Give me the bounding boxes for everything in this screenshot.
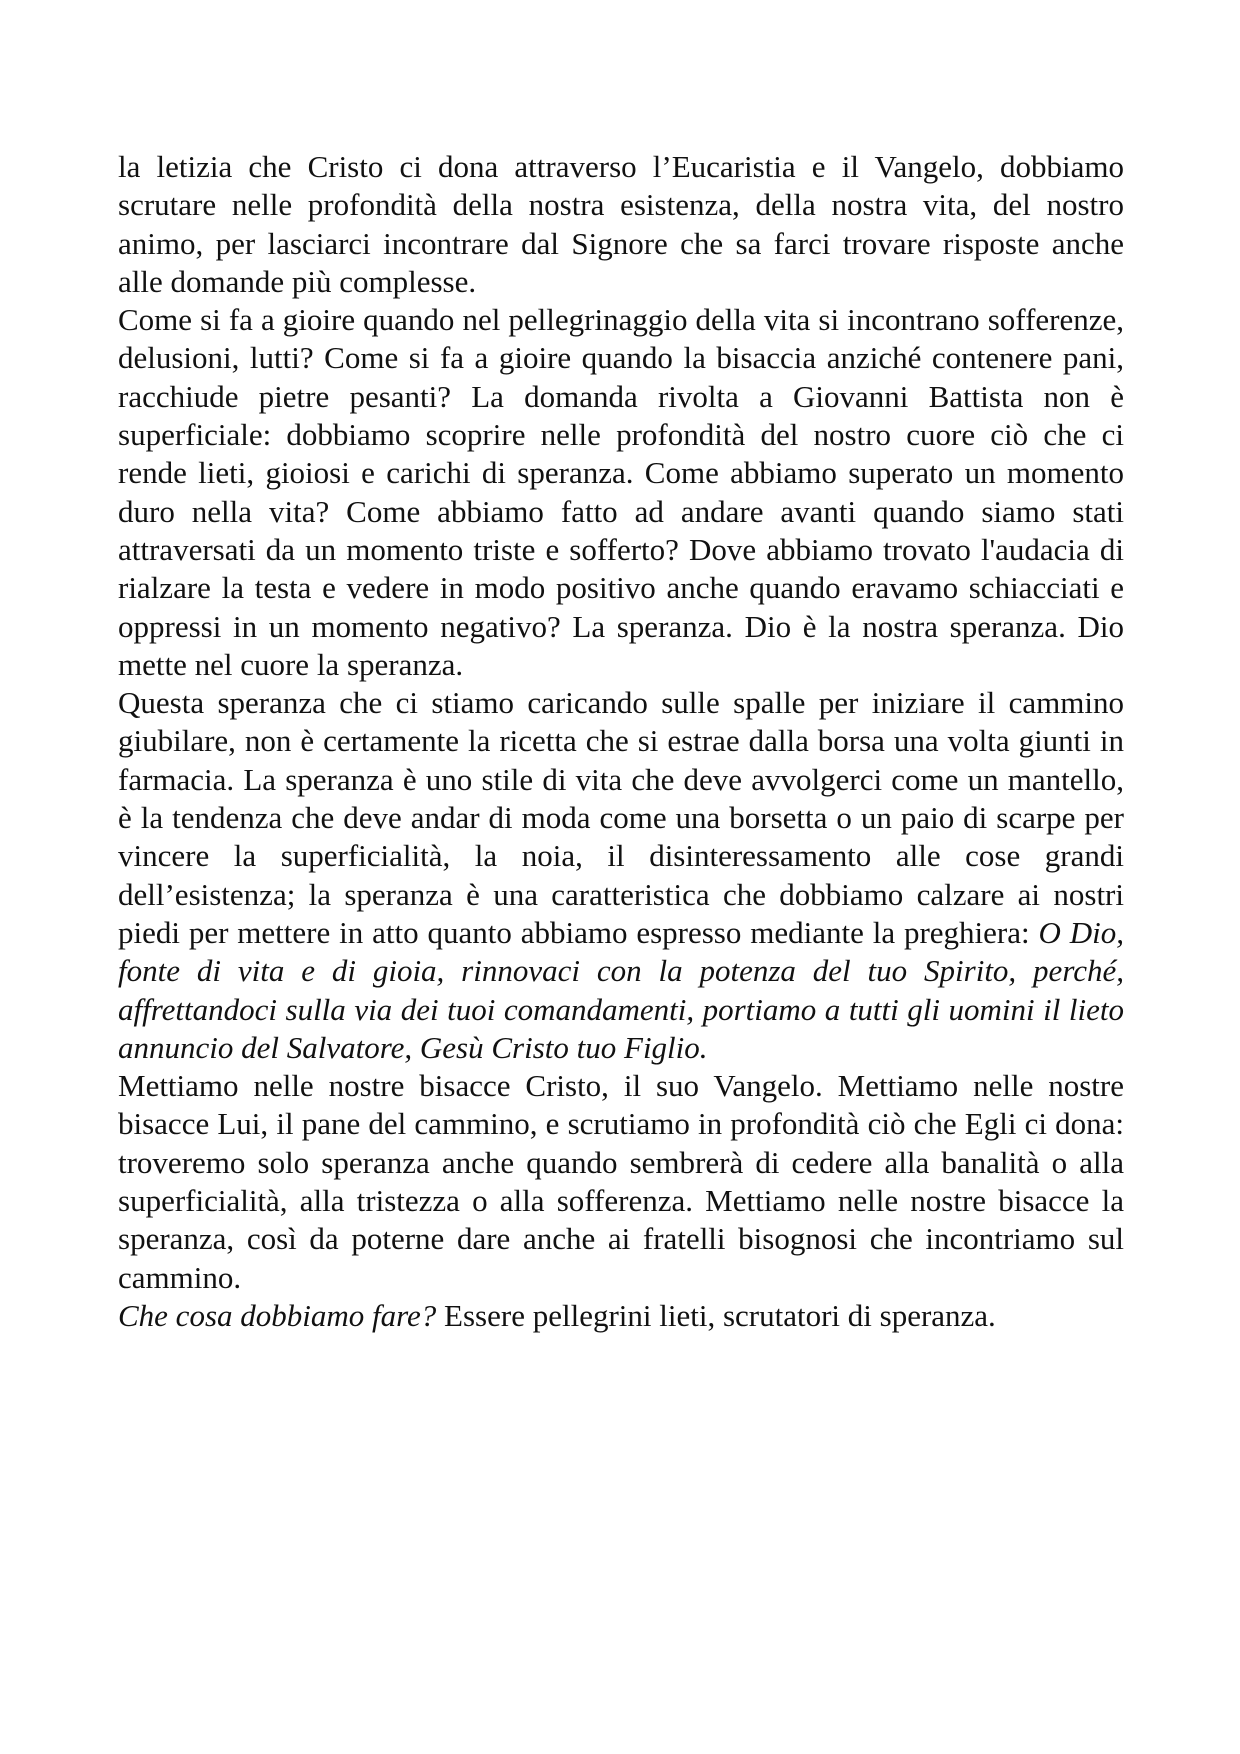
paragraph-4	[118, 1067, 1124, 1297]
paragraph-1	[118, 148, 1124, 301]
document-page	[118, 148, 1124, 1335]
paragraph-1-text: la letizia che Cristo ci dona attraverso l’Eucaristia e il Vangelo, dobbiamo scrutare nelle profondità della nostra esistenza, della nostra vita, del nostro animo, per lasciarci incontrare dal Signore che sa farci trovare risposte anche alle domande più complesse.	[118, 149, 1124, 299]
paragraph-4-text: Mettiamo nelle nostre bisacce Cristo, il suo Vangelo. Mettiamo nelle nostre bisacce Lui, il pane del cammino, e scrutiamo in profondità ciò che Egli ci dona: troveremo solo speranza anche quando sembrerà di cedere alla banalità o alla superficialità, alla tristezza o alla sofferenza. Mettiamo nelle nostre bisacce la speranza, così da poterne dare anche ai fratelli bisognosi che incontriamo sul cammino.	[118, 1068, 1124, 1295]
paragraph-3	[118, 684, 1124, 1067]
paragraph-2	[118, 301, 1124, 684]
paragraph-3-text: Questa speranza che ci stiamo caricando sulle spalle per iniziare il cammino giubilare, non è certamente la ricetta che si estrae dalla borsa una volta giunti in farmacia. La speranza è uno stile di vita che deve avvolgerci come un mantello, è la tendenza che deve andar di moda come una borsetta o un paio di scarpe per vincere la superficialità, la noia, il disinteressamento alle cose grandi dell’esistenza; la speranza è una caratteristica che dobbiamo calzare ai nostri piedi per mettere in atto quanto abbiamo espresso mediante la preghiera:	[118, 685, 1124, 950]
paragraph-5	[118, 1297, 1124, 1335]
closing-question: Che cosa dobbiamo fare?	[118, 1297, 437, 1333]
prayer-quote: O Dio, fonte di vita e di gioia, rinnovaci con la potenza del tuo Spirito, perché, affrettandoci sulla via dei tuoi comandamenti, portiamo a tutti gli uomini il lieto annuncio del Salvatore, Gesù Cristo tuo Figlio.	[118, 914, 1124, 1065]
paragraph-2-text: Come si fa a gioire quando nel pellegrinaggio della vita si incontrano sofferenze, delusioni, lutti? Come si fa a gioire quando la bisaccia anziché contenere pani, racchiude pietre pesanti? La domanda rivolta a Giovanni Battista non è superficiale: dobbiamo scoprire nelle profondità del nostro cuore ciò che ci rende lieti, gioiosi e carichi di speranza. Come abbiamo superato un momento duro nella vita? Come abbiamo fatto ad andare avanti quando siamo stati attraversati da un momento triste e sofferto? Dove abbiamo trovato l'audacia di rialzare la testa e vedere in modo positivo anche quando eravamo schiacciati e oppressi in un momento negativo? La speranza. Dio è la nostra speranza. Dio mette nel cuore la speranza.	[118, 302, 1124, 682]
closing-answer: Essere pellegrini lieti, scrutatori di speranza.	[436, 1297, 996, 1333]
